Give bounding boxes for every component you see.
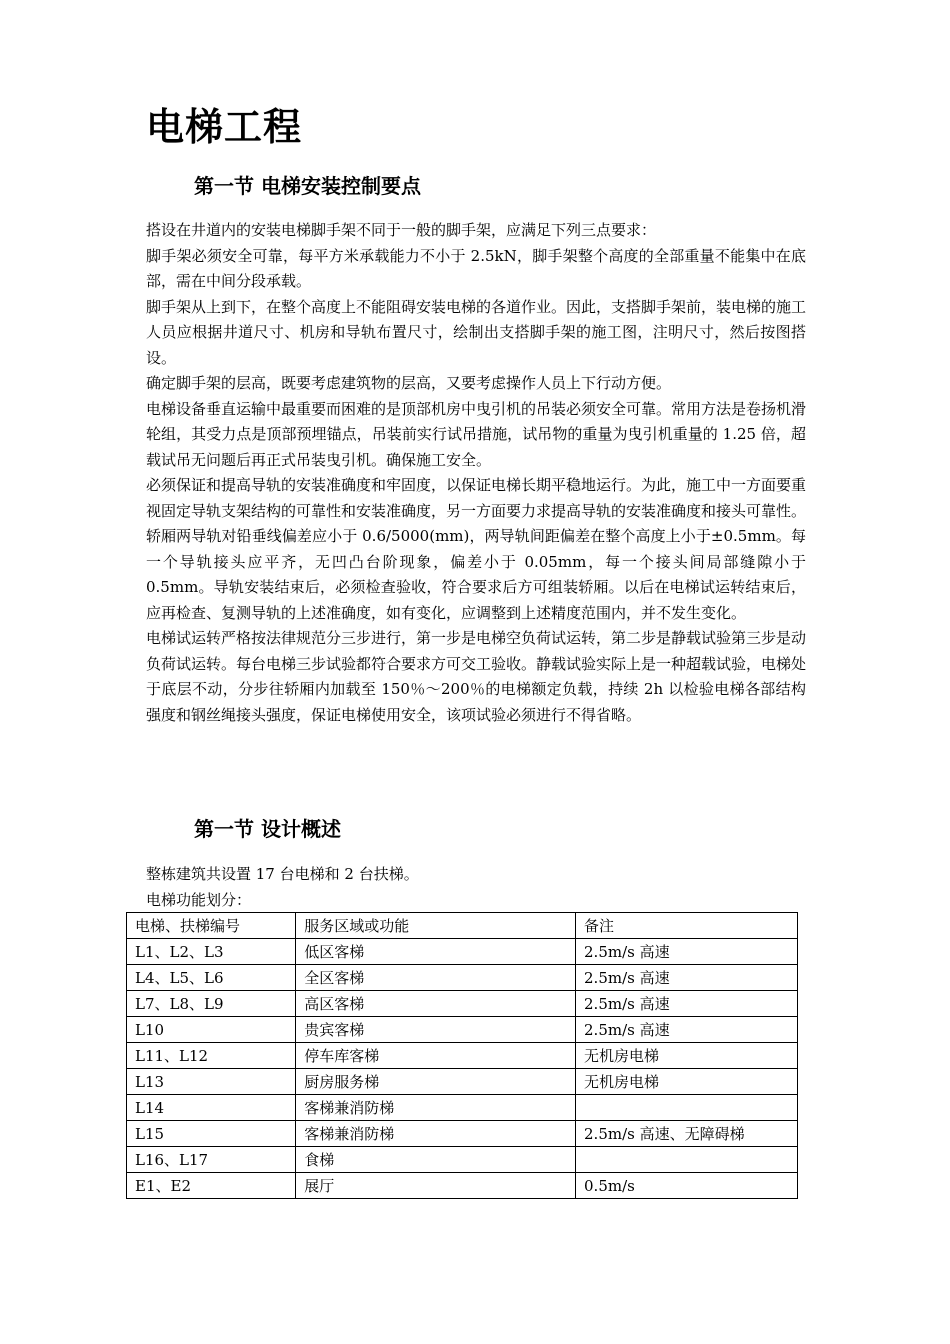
cell-service-area: 客梯兼消防梯 — [296, 1095, 576, 1121]
table-row — [127, 1095, 798, 1121]
section2-heading: 第一节 设计概述 — [194, 817, 341, 841]
cell-remarks: 2.5m/s 高速、无障碍梯 — [576, 1121, 798, 1147]
cell-remarks: 2.5m/s 高速 — [576, 991, 798, 1017]
header-remarks: 备注 — [576, 913, 798, 939]
section1-paragraph-3: 脚手架从上到下，在整个高度上不能阻碍安装电梯的各道作业。因此，支搭脚手架前，装电梯的施工人员应根据井道尺寸、机房和导轨布置尺寸，绘制出支搭脚手架的施工图，注明尺寸，然后按图搭设。 — [146, 297, 807, 367]
table-row — [127, 939, 798, 965]
section2-paragraph-1: 整栋建筑共设置 17 台电梯和 2 台扶梯。 — [146, 865, 419, 883]
cell-remarks: 0.5m/s — [576, 1173, 798, 1199]
elevator-table — [126, 912, 798, 1199]
section2-paragraph-2: 电梯功能划分： — [146, 890, 252, 909]
cell-remarks — [576, 1095, 798, 1121]
cell-service-area: 食梯 — [296, 1147, 576, 1173]
section1-paragraph-7: 电梯试运转严格按法律规范分三步进行，第一步是电梯空负荷试运转，第二步是静载试验第三步是动负荷试运转。每台电梯三步试验都符合要求方可交工验收。静载试验实际上是一种超载试验，电梯处于底层不动，分步往轿厢内加载至 150％～200％的电梯额定负载，持续 2h 以检验电梯各部结构强度和钢丝绳接头强度，保证电梯使用安全，该项试验必须进行不得省略。 — [146, 629, 807, 724]
section1-paragraph-5: 电梯设备垂直运输中最重要而困难的是顶部机房中曳引机的吊装必须安全可靠。常用方法是卷扬机滑轮组，其受力点是顶部预埋锚点，吊装前实行试吊措施，试吊物的重量为曳引机重量的 1.25 倍，超载试吊无问题后再正式吊装曳引机。确保施工安全。 — [146, 399, 807, 469]
cell-elevator-id: E1、E2 — [127, 1173, 296, 1199]
cell-service-area: 高区客梯 — [296, 991, 576, 1017]
section1-paragraph-2: 脚手架必须安全可靠，每平方米承载能力不小于 2.5kN，脚手架整个高度的全部重量不能集中在底部，需在中间分段承载。 — [146, 246, 806, 290]
cell-elevator-id: L11、L12 — [127, 1043, 296, 1069]
section1-paragraph-6: 必须保证和提高导轨的安装准确度和牢固度，以保证电梯长期平稳地运行。为此，施工中一方面要重视固定导轨支架结构的可靠性和安装准确度，另一方面要力求提高导轨的安装准确度和接头可靠性。轿厢两导轨对铅垂线偏差应小于 0.6/5000(mm)，两导轨间距偏差在整个高度上小于±0.5mm。每一个导轨接头应平齐，无凹凸台阶现象，偏差小于 0.05mm，每一个接头间局部缝隙小于 0.5mm。导轨安装结束后，必须检查验收，符合要求后方可组装轿厢。以后在电梯试运转结束后，应再检查、复测导轨的上述准确度，如有变化，应调整到上述精度范围内，并不发生变化。 — [146, 476, 807, 622]
cell-elevator-id: L15 — [127, 1121, 296, 1147]
cell-service-area: 低区客梯 — [296, 939, 576, 965]
cell-service-area: 停车库客梯 — [296, 1043, 576, 1069]
section1-paragraph-4: 确定脚手架的层高，既要考虑建筑物的层高，又要考虑操作人员上下行动方便。 — [146, 374, 672, 392]
cell-elevator-id: L14 — [127, 1095, 296, 1121]
table-row — [127, 1147, 798, 1173]
header-service-area: 服务区域或功能 — [296, 913, 576, 939]
cell-elevator-id: L4、L5、L6 — [127, 965, 296, 991]
cell-remarks: 2.5m/s 高速 — [576, 1017, 798, 1043]
cell-remarks: 无机房电梯 — [576, 1069, 798, 1095]
cell-remarks: 2.5m/s 高速 — [576, 965, 798, 991]
cell-remarks: 2.5m/s 高速 — [576, 939, 798, 965]
document-title: 电梯工程 — [146, 105, 303, 149]
cell-service-area: 客梯兼消防梯 — [296, 1121, 576, 1147]
cell-elevator-id: L13 — [127, 1069, 296, 1095]
cell-elevator-id: L16、L17 — [127, 1147, 296, 1173]
table-header-row — [127, 913, 798, 939]
table-row — [127, 1043, 798, 1069]
cell-remarks: 无机房电梯 — [576, 1043, 798, 1069]
header-elevator-id: 电梯、扶梯编号 — [127, 913, 296, 939]
cell-elevator-id: L10 — [127, 1017, 296, 1043]
section2-body — [146, 862, 806, 913]
cell-remarks — [576, 1147, 798, 1173]
cell-service-area: 全区客梯 — [296, 965, 576, 991]
cell-elevator-id: L1、L2、L3 — [127, 939, 296, 965]
table-row — [127, 1069, 798, 1095]
cell-elevator-id: L7、L8、L9 — [127, 991, 296, 1017]
table-row — [127, 1017, 798, 1043]
table-row — [127, 965, 798, 991]
table-row — [127, 991, 798, 1017]
cell-service-area: 贵宾客梯 — [296, 1017, 576, 1043]
section1-paragraph-1: 搭设在井道内的安装电梯脚手架不同于一般的脚手架，应满足下列三点要求： — [146, 221, 657, 239]
table-row — [127, 1173, 798, 1199]
section1-heading: 第一节 电梯安装控制要点 — [194, 174, 421, 198]
section1-body — [146, 218, 806, 728]
table-row — [127, 1121, 798, 1147]
cell-service-area: 厨房服务梯 — [296, 1069, 576, 1095]
cell-service-area: 展厅 — [296, 1173, 576, 1199]
